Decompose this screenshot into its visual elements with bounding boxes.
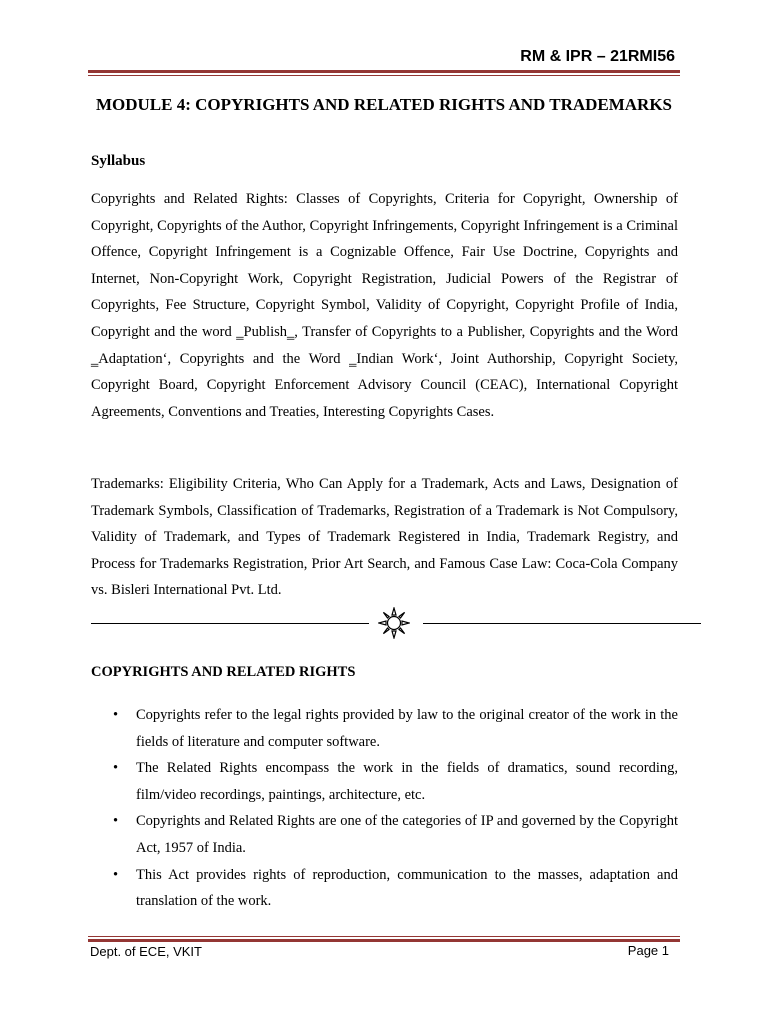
list-item: • Copyrights refer to the legal rights provided by law to the original creator of the work in the fields of literature and computer software. xyxy=(91,702,678,755)
syllabus-copyrights-paragraph: Copyrights and Related Rights: Classes of Copyrights, Criteria for Copyright, Ownership of Copyright, Copyrights of the Author, Copyright Infringements, Copyright Infringement is a Criminal Offence, Copyright Infringement is a Cognizable Offence, Fair Use Doctrine, Copyrights and Internet, Non-Copyright Work, Copyright Registration, Judicial Powers of the Registrar of Copyrights, Fee Structure, Copyright Symbol, Validity of Copyright, Copyright Profile of India, Copyright and the word ‗Publish‗, Transfer of Copyrights to a Publisher, Copyrights and the Word ‗Adaptation‘, Copyrights and the Word ‗Indian Work‘, Joint Authorship, Copyright Society, Copyright Board, Copyright Enforcement Advisory Council (CEAC), International Copyright Agreements, Conventions and Treaties, Interesting Copyrights Cases. xyxy=(91,191,678,420)
page-number: Page 1 xyxy=(627,943,669,958)
section-divider xyxy=(91,612,701,642)
syllabus-heading: Syllabus xyxy=(91,153,146,169)
header-rule-thin xyxy=(88,75,680,76)
section-heading: COPYRIGHTS AND RELATED RIGHTS xyxy=(91,664,356,680)
divider-line-left xyxy=(91,623,369,624)
bullet-icon: • xyxy=(113,866,119,883)
bullet-icon: • xyxy=(113,707,119,723)
list-item: • The Related Rights encompass the work in the fields of dramatics, sound recording, film/video recordings, paintings, architecture, etc. xyxy=(91,755,678,808)
footer-rule-thick xyxy=(88,939,680,942)
bullet-icon: • xyxy=(113,813,119,830)
header-rule-thick xyxy=(88,70,680,73)
footer-rule-thin xyxy=(88,936,680,937)
sun-ornament-icon xyxy=(378,607,410,639)
list-item: • Copyrights and Related Rights are one of the categories of IP and governed by the Copyright Act, 1957 of India. xyxy=(91,808,678,861)
syllabus-trademarks-paragraph: Trademarks: Eligibility Criteria, Who Can Apply for a Trademark, Acts and Laws, Designation of Trademark Symbols, Classification of Trademarks, Registration of a Trademark is Not Compulsory, Validity of Trademark, and Types of Trademark Registered in India, Trademark Registry, and Process for Trademarks Registration, Prior Art Search, and Famous Case Law: Coca-Cola Company vs. Bisleri International Pvt. Ltd. xyxy=(91,476,678,599)
list-item: • This Act provides rights of reproduction, communication to the masses, adaptation and translation of the work. xyxy=(91,862,678,915)
footer-department: Dept. of ECE, VKIT xyxy=(90,944,202,959)
copyright-bullet-list xyxy=(91,702,678,915)
bullet-icon: • xyxy=(113,760,119,777)
module-title: MODULE 4: COPYRIGHTS AND RELATED RIGHTS AND TRADEMARKS xyxy=(95,95,673,114)
divider-line-right xyxy=(423,623,701,624)
running-header: RM & IPR – 21RMI56 xyxy=(520,48,675,65)
